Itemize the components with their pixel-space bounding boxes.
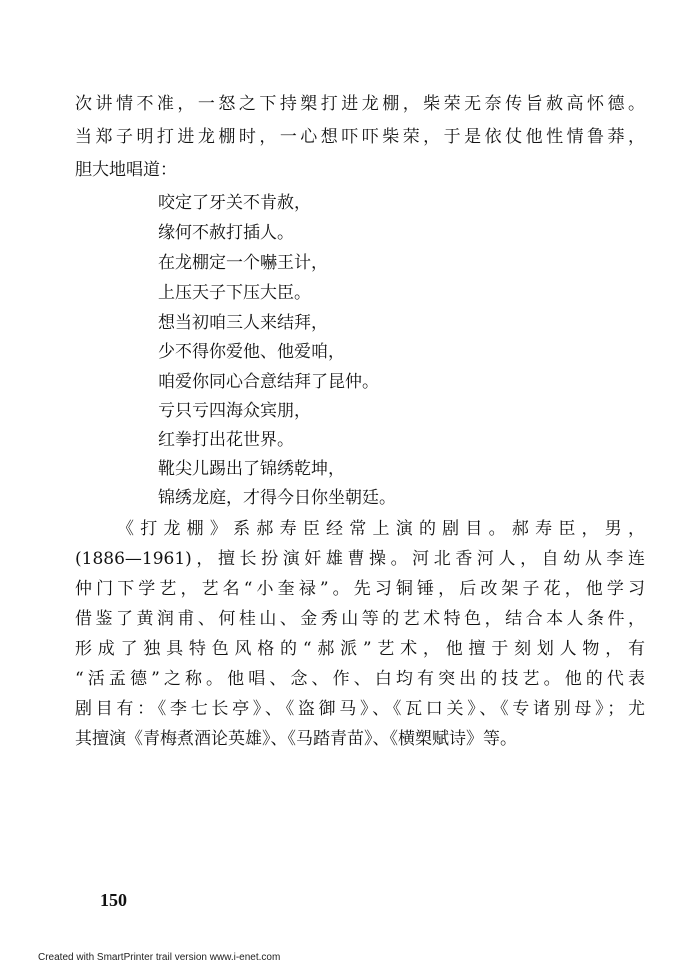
page-number: 150 xyxy=(100,890,127,910)
text-line: 形成了独具特色风格的“郝派”艺术，他擅于刻划人物，有 xyxy=(75,639,645,659)
verse-line: 少不得你爱他、他爱咱， xyxy=(158,342,345,362)
verse-line: 红拳打出花世界。 xyxy=(158,430,294,450)
text-line: 当郑子明打进龙棚时，一心想吓吓柴荣，于是依仗他性情鲁莽， xyxy=(75,127,645,147)
watermark-text: Created with SmartPrinter trail version www.i-enet.com xyxy=(38,952,281,963)
text-line: 次讲情不准，一怒之下持槊打进龙棚，柴荣无奈传旨赦高怀德。 xyxy=(75,94,645,114)
text-line: 借鉴了黄润甫、何桂山、金秀山等的艺术特色，结合本人条件， xyxy=(75,609,645,629)
verse-line: 缘何不赦打插人。 xyxy=(158,223,294,243)
verse-line: 亏只亏四海众宾朋， xyxy=(158,401,311,421)
verse-line: 上压天子下压大臣。 xyxy=(158,283,311,303)
text-line: 仲门下学艺，艺名“小奎禄”。先习铜锤，后改架子花，他学习 xyxy=(75,579,645,599)
text-line: (1886—1961)，擅长扮演奸雄曹操。河北香河人，自幼从李连 xyxy=(75,549,645,569)
verse-line: 想当初咱三人来结拜， xyxy=(158,313,328,333)
verse-line: 靴尖儿踢出了锦绣乾坤， xyxy=(158,459,345,479)
text-line: “活孟德”之称。他唱、念、作、白均有突出的技艺。他的代表 xyxy=(75,669,645,689)
text-line: 《打龙棚》系郝寿臣经常上演的剧目。郝寿臣，男， xyxy=(117,519,645,539)
text-line: 胆大地唱道： xyxy=(75,160,177,180)
text-line: 剧目有：《李七长亭》、《盗御马》、《瓦口关》、《专诸别母》；尤 xyxy=(75,699,645,719)
verse-line: 在龙棚定一个嚇王计， xyxy=(158,253,328,273)
verse-line: 咬定了牙关不肯赦， xyxy=(158,193,311,213)
verse-line: 锦绣龙庭，才得今日你坐朝廷。 xyxy=(158,488,396,508)
text-line: 其擅演《青梅煮酒论英雄》、《马踏青苗》、《横槊赋诗》等。 xyxy=(75,729,517,749)
verse-line: 咱爱你同心合意结拜了昆仲。 xyxy=(158,372,379,392)
